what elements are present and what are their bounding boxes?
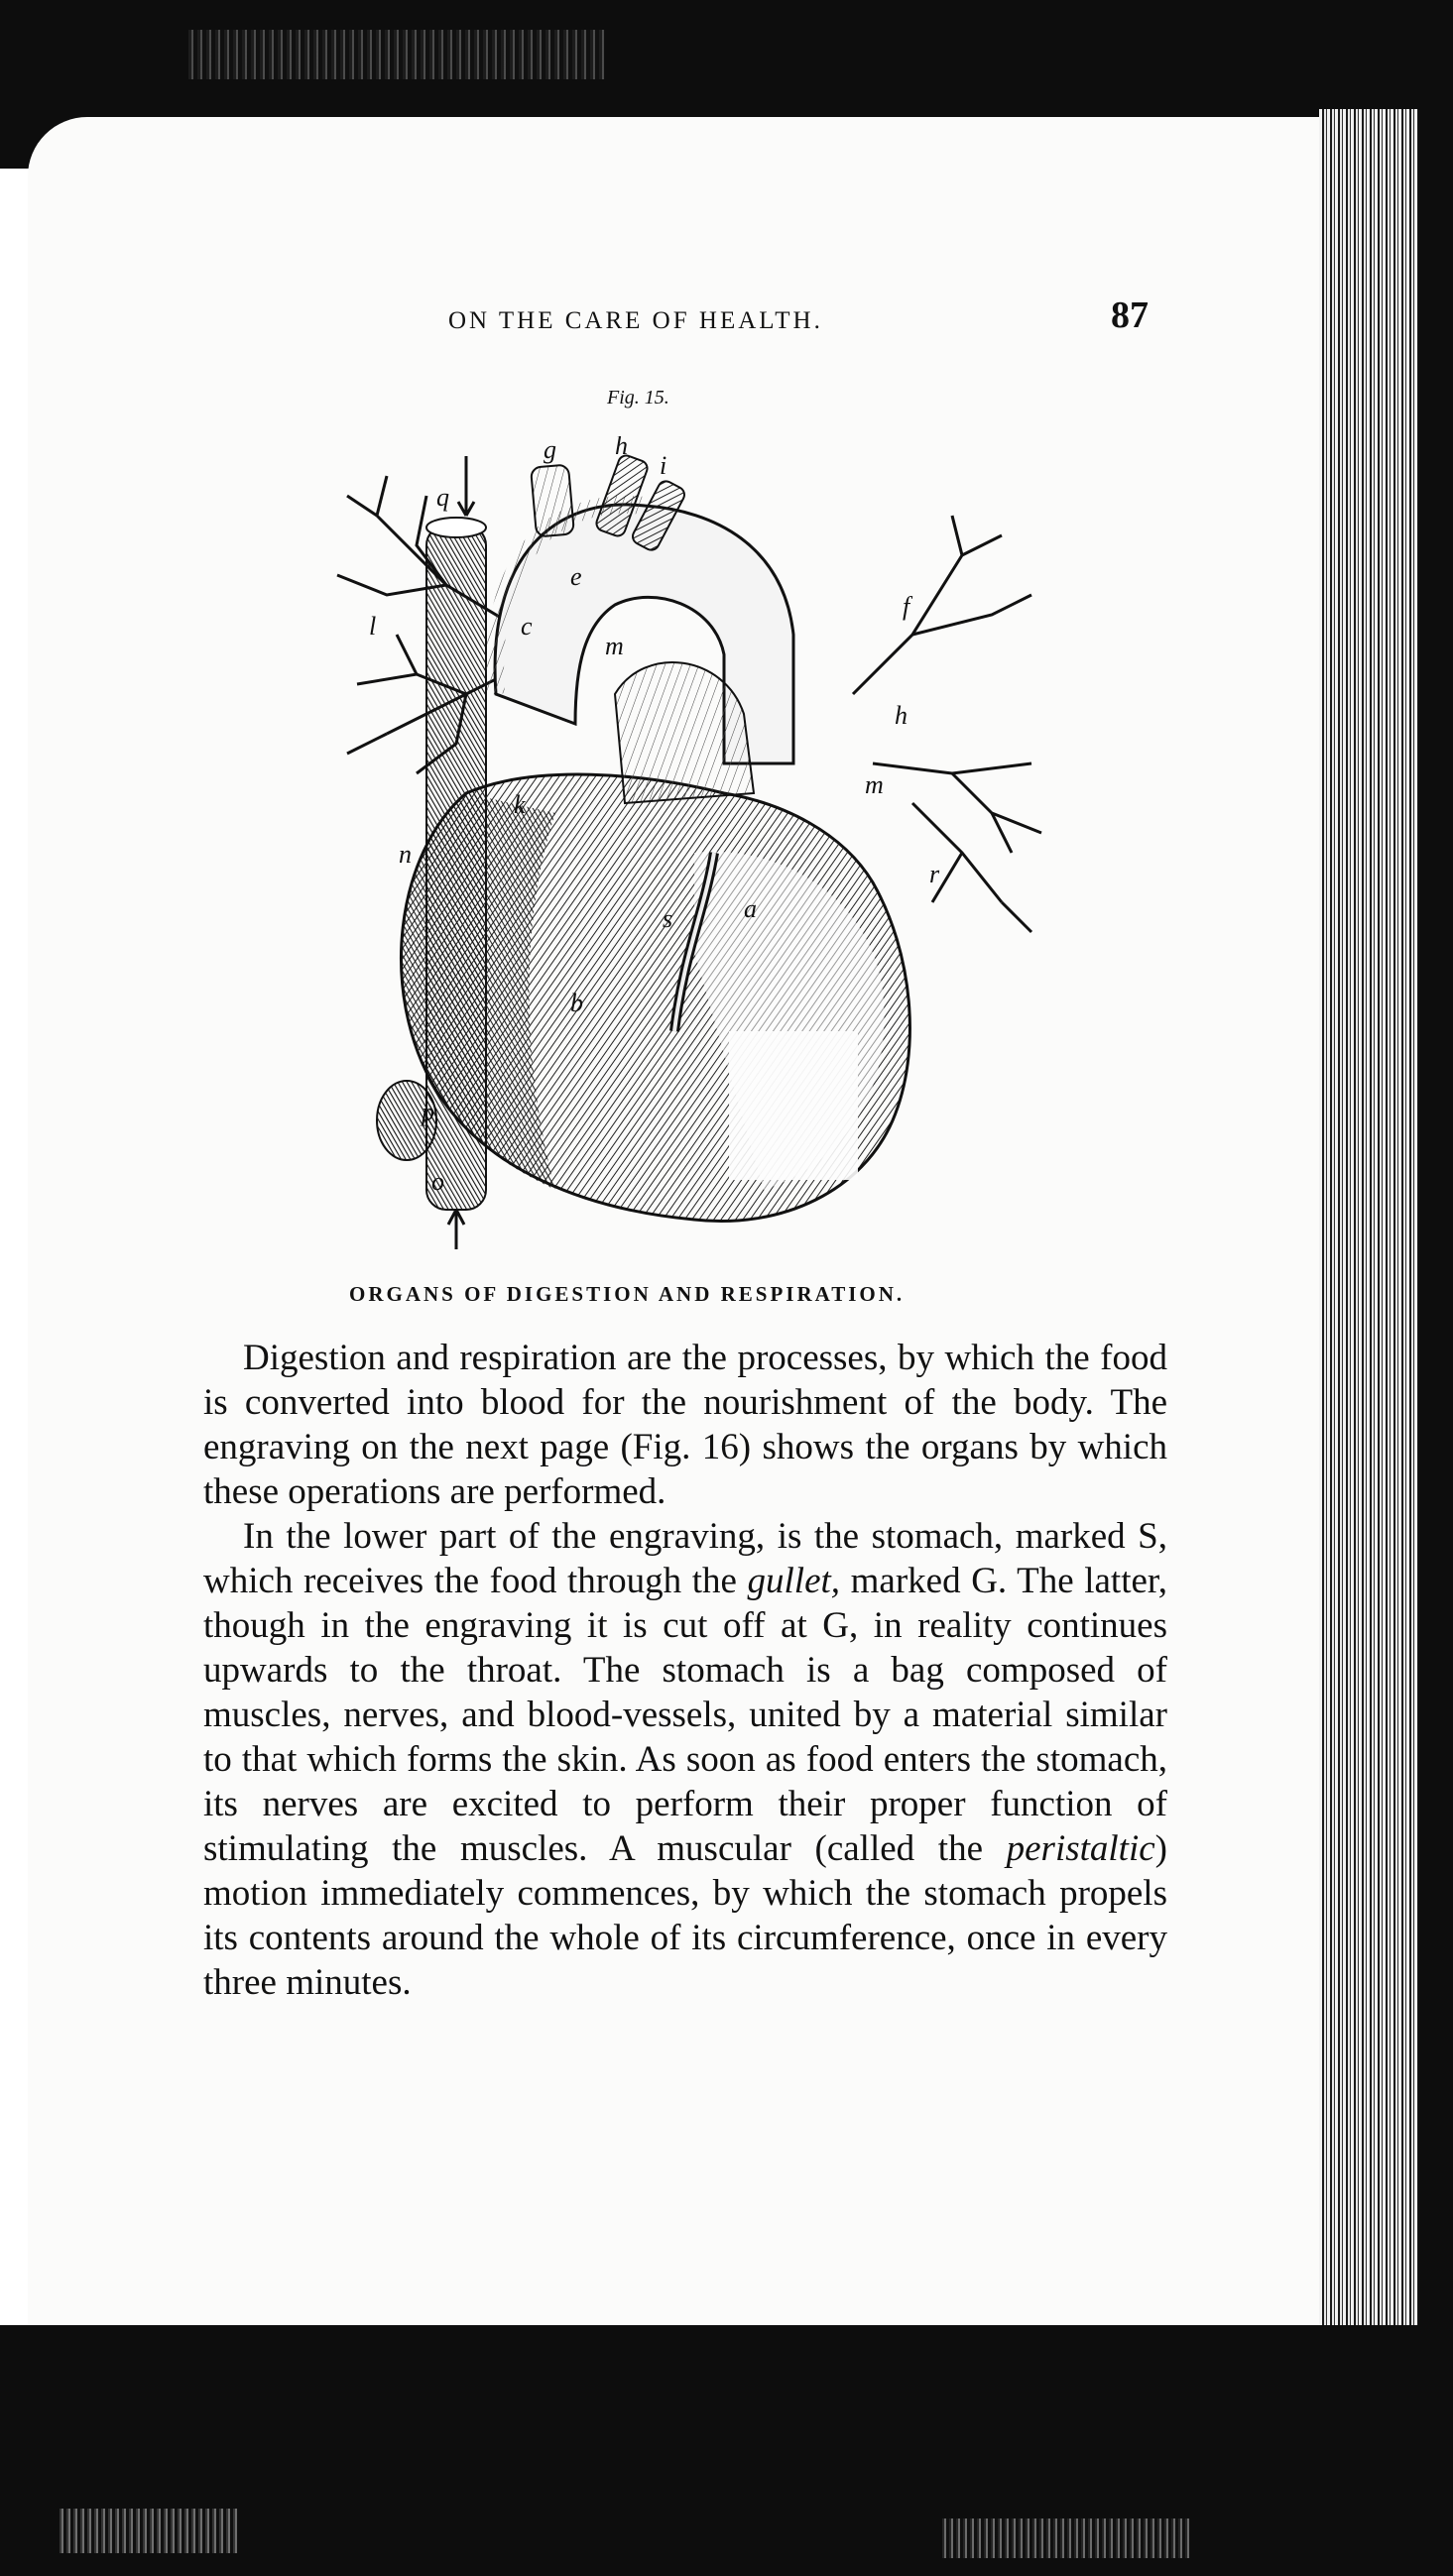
fig-letter-p: p xyxy=(422,1098,434,1126)
paragraph-2-part-b: marked G. The latter, though in the engraving it is cut off at G, in reality continues upwards to the throat. The stomach is a bag composed of muscles, nerves, and blood-vessels, united by a material similar to that which forms the skin. As soon as food enters the stomach, its nerves are excited to perform their proper function of stimulating the muscles. A muscular (called the xyxy=(203,1561,1167,1869)
fig-letter-h2: h xyxy=(895,701,908,730)
fig-letter-n: n xyxy=(399,840,412,869)
fig-letter-s: s xyxy=(663,904,673,933)
figure-label: Fig. 15. xyxy=(607,387,669,409)
fig-letter-b: b xyxy=(570,989,583,1017)
right-vessel-branches xyxy=(853,516,1041,932)
paragraph-2-part-a: In the lower part of the engraving, is the stomach, marked S, which receives the food through the xyxy=(203,1516,1167,1601)
fig-letter-r: r xyxy=(929,860,940,888)
page-edges xyxy=(1319,109,1423,2340)
fig-letter-f: f xyxy=(903,592,910,621)
fig-letter-i: i xyxy=(660,451,667,480)
fig-letter-h: h xyxy=(615,436,628,460)
scan-noise-bottom-left xyxy=(60,2509,238,2553)
body-text xyxy=(203,1336,1167,2005)
fig-letter-q: q xyxy=(436,483,449,512)
fig-letter-g: g xyxy=(544,436,556,464)
scan-border-right xyxy=(1418,0,1453,2576)
fig-letter-m2: m xyxy=(865,770,884,799)
scan-noise-top xyxy=(188,30,605,79)
fig-letter-e: e xyxy=(570,562,582,591)
fig-letter-m: m xyxy=(605,632,624,660)
fig-letter-c: c xyxy=(521,612,533,641)
fig-letter-k: k xyxy=(514,790,526,819)
running-head: ON THE CARE OF HEALTH. xyxy=(448,307,823,334)
figure-caption: ORGANS OF DIGESTION AND RESPIRATION. xyxy=(349,1282,906,1306)
heart-engraving xyxy=(317,436,1071,1259)
term-gullet: gullet, xyxy=(747,1561,841,1601)
paragraph-1: Digestion and respiration are the processes, by which the food is converted into blood for the nourishment of the body. The engraving on the next page (Fig. 16) shows the organs by which these operations are performed. xyxy=(203,1338,1167,1512)
page-number: 87 xyxy=(1111,294,1149,336)
fig-letter-l: l xyxy=(369,612,377,641)
fig-letter-a: a xyxy=(744,894,757,923)
paragraph-2-part-c: ) motion immediately commences, by which the stomach propels its contents around the whole of its circumference, once in every three minutes. xyxy=(203,1828,1167,2003)
paragraph-2 xyxy=(203,1514,1167,2005)
fig-letter-o: o xyxy=(431,1167,444,1196)
term-peristaltic: peristaltic xyxy=(1006,1828,1155,1869)
scan-noise-bottom-right xyxy=(942,2518,1190,2558)
